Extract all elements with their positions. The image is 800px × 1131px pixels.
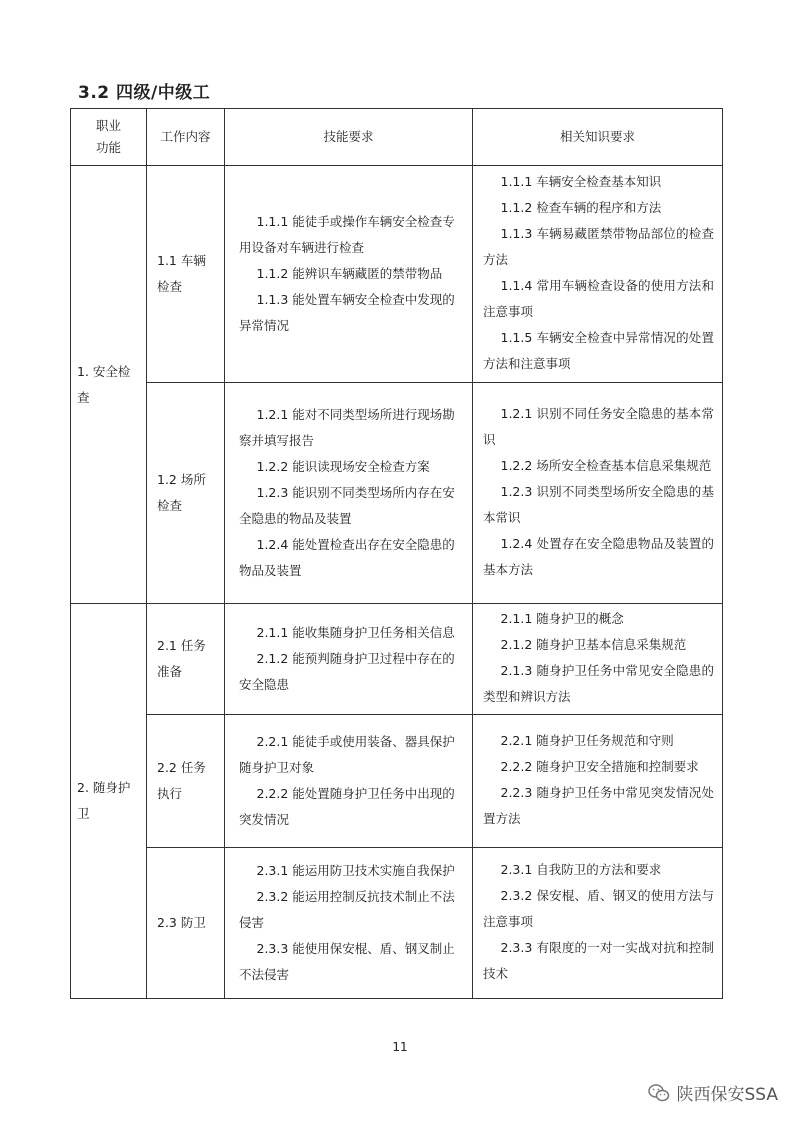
skill-item: 1.2.1 能对不同类型场所进行现场勘察并填写报告 — [239, 407, 455, 448]
skill-item: 1.1.3 能处置车辆安全检查中发现的异常情况 — [239, 292, 455, 333]
wechat-icon — [648, 1083, 670, 1103]
work-content-cell: 1.2 场所检查 — [147, 383, 225, 604]
knowledge-item: 1.2.3 识别不同类型场所安全隐患的基本常识 — [483, 484, 714, 525]
knowledge-item: 1.1.3 车辆易藏匿禁带物品部位的检查方法 — [483, 226, 714, 267]
header-skill-requirements: 技能要求 — [225, 109, 473, 166]
knowledge-cell — [473, 604, 723, 715]
header-work-content: 工作内容 — [147, 109, 225, 166]
knowledge-item: 1.2.4 处置存在安全隐患物品及装置的基本方法 — [483, 536, 714, 577]
skill-item: 1.1.2 能辨识车辆藏匿的禁带物品 — [256, 266, 443, 281]
knowledge-cell — [473, 715, 723, 848]
table-row — [71, 604, 723, 715]
knowledge-item: 2.1.2 随身护卫基本信息采集规范 — [500, 637, 687, 652]
skill-item: 2.3.1 能运用防卫技术实施自我保护 — [256, 863, 455, 878]
skill-cell — [225, 604, 473, 715]
header-function: 职业 功能 — [71, 109, 147, 166]
skill-item: 2.2.2 能处置随身护卫任务中出现的突发情况 — [239, 786, 455, 827]
table-row — [71, 848, 723, 999]
knowledge-item: 2.2.2 随身护卫安全措施和控制要求 — [500, 759, 699, 774]
knowledge-item: 2.2.1 随身护卫任务规范和守则 — [500, 733, 674, 748]
skill-cell — [225, 383, 473, 604]
knowledge-item: 1.1.4 常用车辆检查设备的使用方法和注意事项 — [483, 278, 714, 319]
knowledge-item: 2.1.1 随身护卫的概念 — [500, 611, 624, 626]
skill-item: 1.1.1 能徒手或操作车辆安全检查专用设备对车辆进行检查 — [239, 214, 455, 255]
knowledge-cell — [473, 848, 723, 999]
watermark-text: 陕西保安SSA — [676, 1085, 778, 1105]
skill-cell — [225, 715, 473, 848]
skill-item: 2.2.1 能徒手或使用装备、器具保护随身护卫对象 — [239, 734, 455, 775]
skill-cell — [225, 848, 473, 999]
work-content-cell: 2.3 防卫 — [147, 848, 225, 999]
knowledge-cell — [473, 166, 723, 383]
table-row — [71, 166, 723, 383]
skill-item: 1.2.4 能处置检查出存在安全隐患的物品及装置 — [239, 537, 455, 578]
skill-item: 1.2.3 能识别不同类型场所内存在安全隐患的物品及装置 — [239, 485, 455, 526]
knowledge-cell — [473, 383, 723, 604]
skill-item: 2.3.3 能使用保安棍、盾、钢叉制止不法侵害 — [239, 941, 455, 982]
skill-item: 1.2.2 能识读现场安全检查方案 — [256, 459, 430, 474]
knowledge-item: 2.3.3 有限度的一对一实战对抗和控制技术 — [483, 940, 714, 981]
knowledge-item: 2.1.3 随身护卫任务中常见安全隐患的类型和辨识方法 — [483, 663, 714, 704]
knowledge-item: 1.2.2 场所安全检查基本信息采集规范 — [500, 458, 712, 473]
table-row — [71, 715, 723, 848]
work-content-cell: 2.2 任务执行 — [147, 715, 225, 848]
knowledge-item: 1.1.2 检查车辆的程序和方法 — [500, 200, 662, 215]
work-content-cell: 2.1 任务准备 — [147, 604, 225, 715]
work-content-cell: 1.1 车辆检查 — [147, 166, 225, 383]
section-heading: 3.2 四级/中级工 — [78, 83, 211, 103]
skill-item: 2.1.1 能收集随身护卫任务相关信息 — [256, 625, 455, 640]
function-cell: 1. 安全检查 — [71, 166, 147, 604]
skill-cell — [225, 166, 473, 383]
skill-item: 2.1.2 能预判随身护卫过程中存在的安全隐患 — [239, 651, 455, 692]
knowledge-item: 1.1.5 车辆安全检查中异常情况的处置方法和注意事项 — [483, 330, 714, 371]
knowledge-item: 1.2.1 识别不同任务安全隐患的基本常识 — [483, 406, 714, 447]
header-knowledge-requirements: 相关知识要求 — [473, 109, 723, 166]
knowledge-item: 2.3.1 自我防卫的方法和要求 — [500, 862, 662, 877]
table-row — [71, 383, 723, 604]
page-number: 11 — [392, 1040, 408, 1054]
knowledge-item: 2.2.3 随身护卫任务中常见突发情况处置方法 — [483, 785, 714, 826]
knowledge-item: 2.3.2 保安棍、盾、钢叉的使用方法与注意事项 — [483, 888, 714, 929]
function-cell: 2. 随身护卫 — [71, 604, 147, 999]
watermark — [648, 1080, 778, 1105]
knowledge-item: 1.1.1 车辆安全检查基本知识 — [500, 174, 662, 189]
skill-item: 2.3.2 能运用控制反抗技术制止不法侵害 — [239, 889, 455, 930]
skills-standard-table — [70, 108, 723, 999]
table-header-row — [71, 109, 723, 166]
